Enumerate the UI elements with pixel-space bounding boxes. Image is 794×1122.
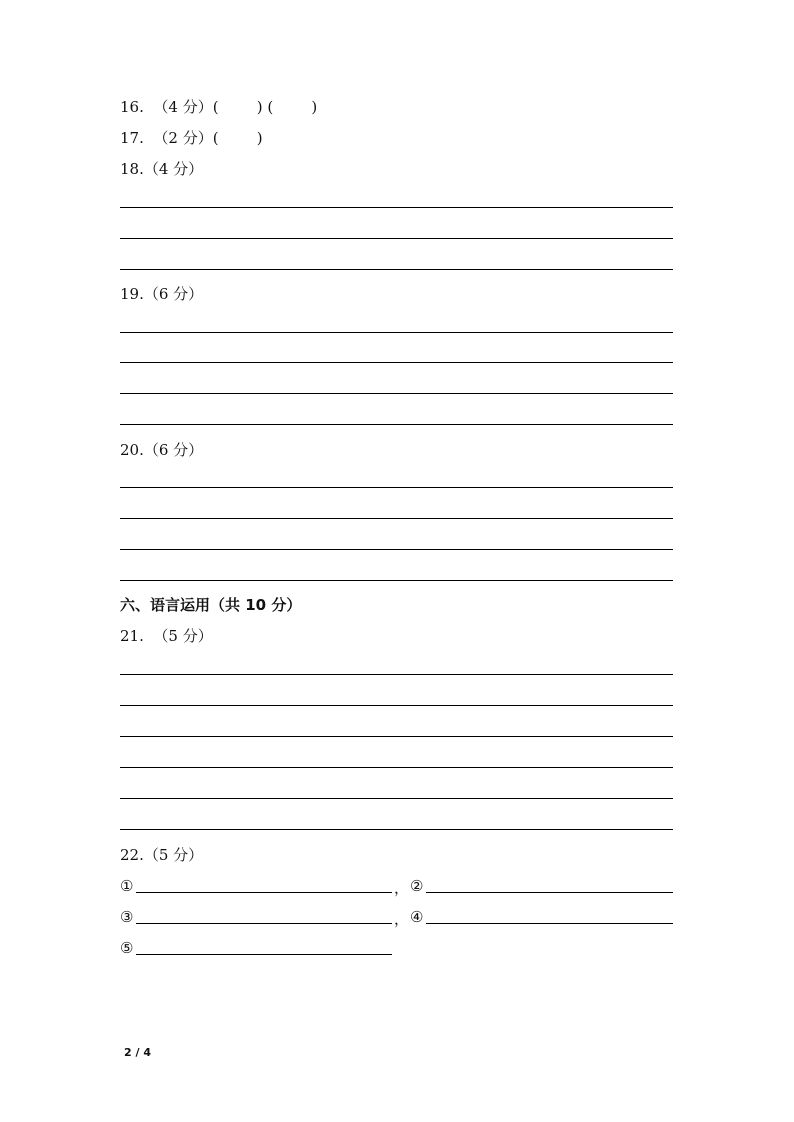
answer-line[interactable] [120,424,673,425]
answer-line[interactable] [120,798,673,799]
answer-line[interactable] [120,393,673,394]
answer-line[interactable] [120,518,673,519]
answer-line[interactable] [120,269,673,270]
answer-line[interactable] [120,487,673,488]
fill-blank-1[interactable] [136,892,392,893]
question-16: 16. （4 分）( ) ( ) [120,98,318,116]
question-22: 22.（5 分） [120,846,204,864]
comma: ， [394,910,410,928]
page-number: 2 / 4 [124,1046,151,1059]
blank-marker-2: ② [410,877,424,895]
fill-blank-3[interactable] [136,923,392,924]
answer-line[interactable] [120,705,673,706]
answer-line[interactable] [120,736,673,737]
answer-line[interactable] [120,238,673,239]
blank-marker-1: ① [120,877,134,895]
fill-blank-4[interactable] [426,923,673,924]
question-18: 18.（4 分） [120,160,204,178]
question-20: 20.（6 分） [120,441,204,459]
fill-blank-5[interactable] [136,954,392,955]
answer-line[interactable] [120,207,673,208]
blank-marker-5: ⑤ [120,939,134,957]
fill-blank-2[interactable] [426,892,673,893]
blank-marker-4: ④ [410,908,424,926]
answer-line[interactable] [120,674,673,675]
question-21: 21. （5 分） [120,627,213,645]
answer-line[interactable] [120,580,673,581]
answer-line[interactable] [120,767,673,768]
section-heading: 六、语言运用（共 10 分） [120,596,302,614]
answer-line[interactable] [120,332,673,333]
question-17: 17. （2 分）( ) [120,129,263,147]
answer-line[interactable] [120,362,673,363]
comma: ， [394,879,410,897]
question-19: 19.（6 分） [120,285,204,303]
answer-line[interactable] [120,549,673,550]
answer-line[interactable] [120,829,673,830]
blank-marker-3: ③ [120,908,134,926]
